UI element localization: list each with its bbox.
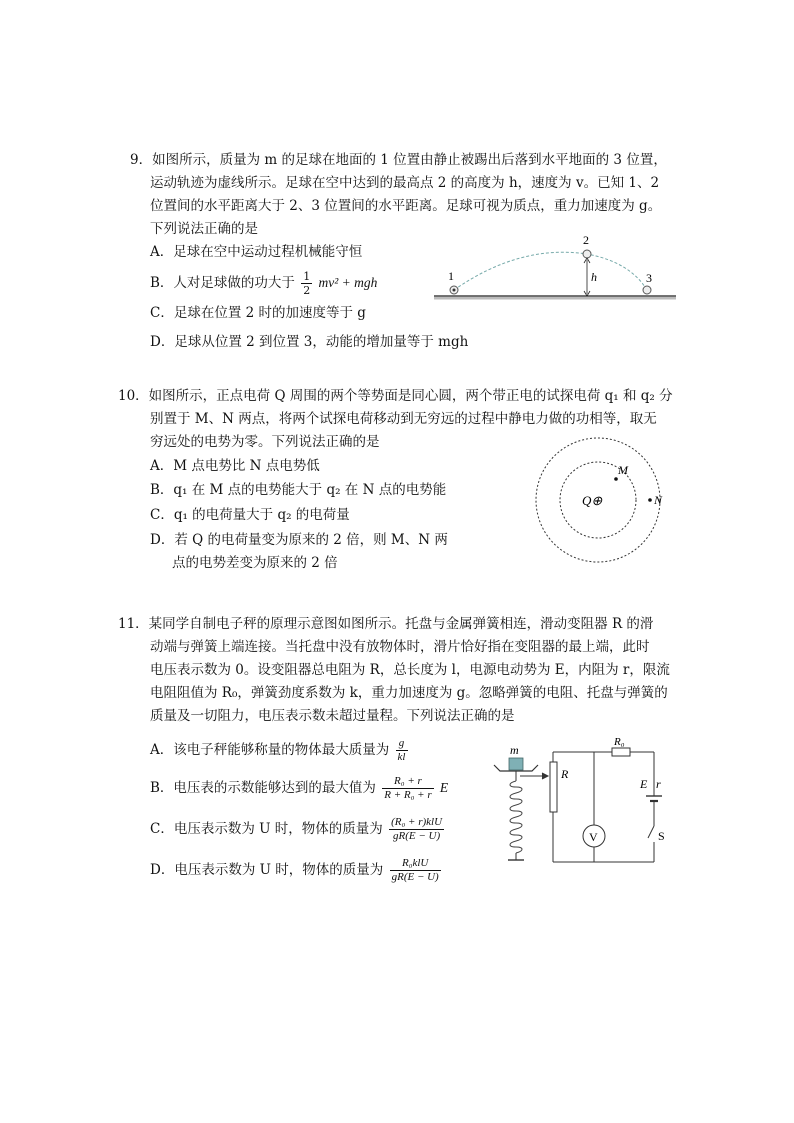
q10-stem-line-3: 穷远处的电势为零。下列说法正确的是 <box>150 434 380 450</box>
q9-stem-line-2: 运动轨迹为虚线所示。足球在空中达到的最高点 2 的高度为 h，速度为 v。已知 1、2 <box>150 175 660 191</box>
label-h: h <box>591 270 597 284</box>
ball-position-2 <box>583 250 591 258</box>
q11-option-a-fraction <box>396 737 408 764</box>
q11-option-b-suffix: E <box>439 780 449 795</box>
point-N <box>648 498 652 502</box>
resistor-R0 <box>612 748 630 756</box>
q11-option-b <box>150 775 448 802</box>
trajectory-dashed-curve <box>454 252 647 290</box>
q11-b-den: R + R₀ + r <box>384 789 432 801</box>
label-M: M <box>618 463 628 477</box>
q11-c-num: (R₀ + r)klU <box>391 816 443 828</box>
q11-option-c-prefix: C．电压表示数为 U 时，物体的质量为 <box>150 821 383 837</box>
q11-option-c-fraction <box>389 816 444 843</box>
q11-option-d <box>150 857 443 884</box>
ball-position-3 <box>643 286 651 294</box>
q11-option-d-prefix: D．电压表示数为 U 时，物体的质量为 <box>150 862 384 878</box>
q9-stem-line-4: 下列说法正确的是 <box>150 221 258 237</box>
q9-option-d: D．足球从位置 2 到位置 3，动能的增加量等于 mgh <box>150 334 469 350</box>
q10-stem-line-2: 别置于 M、N 两点，将两个试探电荷移动到无穷远的过程中静电力做的功相等，取无 <box>150 411 657 427</box>
q11-option-a <box>150 737 410 764</box>
q9-option-b <box>150 270 377 297</box>
q11-a-den: kl <box>397 751 406 763</box>
label-V: V <box>589 830 598 844</box>
q9-option-b-suffix: mv² + mgh <box>318 275 378 290</box>
q11-d-num: R₀klU <box>390 857 441 871</box>
q10-stem-line-1: 10．如图所示，正点电荷 Q 周围的两个等势面是同心圆，两个带正电的试探电荷 q₁ 和 q₂ 分 <box>118 388 673 404</box>
label-E: E <box>640 777 648 791</box>
label-m: m <box>510 743 519 757</box>
label-R: R <box>561 767 569 781</box>
q11-option-d-fraction <box>390 857 441 884</box>
label-r: r <box>656 777 661 791</box>
q10-equipotential-figure <box>530 436 680 566</box>
label-N: N <box>654 493 663 507</box>
q11-stem-line-2: 动端与弹簧上端连接。当托盘中没有放物体时，滑片恰好指在变阻器的最上端，此时 <box>150 639 650 655</box>
label-2: 2 <box>583 233 589 247</box>
mass-block <box>509 758 523 770</box>
q10-option-d-line-1: D．若 Q 的电荷量变为原来的 2 倍，则 M、N 两 <box>150 532 448 548</box>
q9-stem-line-3: 位置间的水平距离大于 2、3 位置间的水平距离。足球可视为质点，重力加速度为 g。 <box>150 198 662 214</box>
label-3: 3 <box>646 271 652 285</box>
q9-option-a: A．足球在空中运动过程机械能守恒 <box>150 244 363 260</box>
q10-option-c: C．q₁ 的电荷量大于 q₂ 的电荷量 <box>150 507 350 523</box>
q11-option-a-prefix: A．该电子秤能够称量的物体最大质量为 <box>150 742 390 758</box>
q11-stem-line-3: 电压表示数为 0。设变阻器总电阻为 R，总长度为 l，电源电动势为 E，内阻为 r，限流 <box>150 662 670 678</box>
q9-option-b-fraction <box>301 270 312 297</box>
label-1: 1 <box>448 269 454 283</box>
q11-stem-line-4: 电阻阻值为 R₀，弹簧劲度系数为 k，重力加速度为 g。忽略弹簧的电阻、托盘与弹簧的 <box>150 685 668 701</box>
q11-a-num: g <box>396 737 408 751</box>
q9-trajectory-figure <box>430 232 680 302</box>
label-R0: R₀ <box>614 738 625 748</box>
q9-frac-num: 1 <box>303 270 311 283</box>
label-S: S <box>658 829 665 843</box>
point-M <box>614 477 618 481</box>
q10-option-a: A．M 点电势比 N 点电势低 <box>150 458 320 474</box>
q9-frac-den: 2 <box>303 284 311 297</box>
q11-d-den: gR(E − U) <box>391 871 439 883</box>
q10-option-b: B．q₁ 在 M 点的电势能大于 q₂ 在 N 点的电势能 <box>150 482 447 498</box>
q9-option-b-prefix: B．人对足球做的功大于 <box>150 275 295 291</box>
metal-spring <box>510 781 522 853</box>
rheostat-R <box>550 762 557 812</box>
q11-option-b-prefix: B．电压表的示数能够达到的最大值为 <box>150 780 376 796</box>
q11-stem-line-5: 质量及一切阻力，电压表示数未超过量程。下列说法正确的是 <box>150 708 515 724</box>
q10-option-d-line-2: 点的电势差变为原来的 2 倍 <box>172 555 338 571</box>
q11-circuit-figure <box>490 738 670 873</box>
slider-arrow <box>542 773 548 779</box>
q9-stem-line-1: 9．如图所示，质量为 m 的足球在地面的 1 位置由静止被踢出后落到水平地面的 3 位置， <box>130 152 667 168</box>
q11-option-c <box>150 816 446 843</box>
q11-b-num: R₀ + r <box>382 775 433 789</box>
q11-option-b-fraction <box>382 775 433 802</box>
q11-c-den: gR(E − U) <box>393 830 441 842</box>
q11-stem-line-1: 11．某同学自制电子秤的原理示意图如图所示。托盘与金属弹簧相连，滑动变阻器 R 的滑 <box>118 616 654 632</box>
q9-option-c: C．足球在位置 2 时的加速度等于 g <box>150 305 366 321</box>
switch-S <box>648 826 654 838</box>
label-Q: Q⊕ <box>582 493 603 508</box>
ball-1-center <box>453 289 456 292</box>
